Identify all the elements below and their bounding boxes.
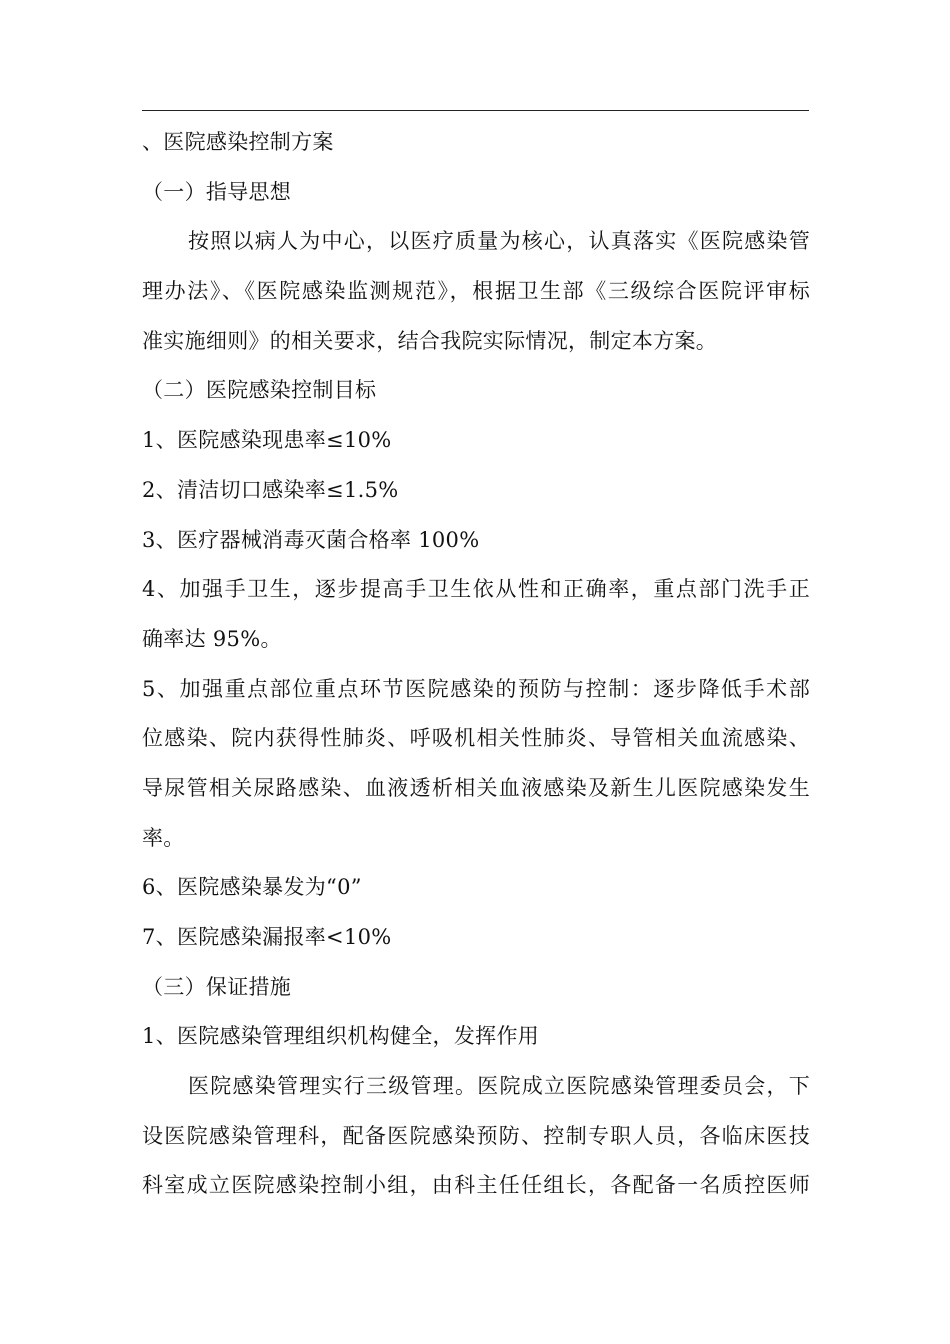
list-item-continuation: 导尿管相关尿路感染、血液透析相关血液感染及新生儿医院感染发生: [142, 775, 810, 800]
list-item: 4、加强手卫生，逐步提高手卫生依从性和正确率，重点部门洗手正: [142, 577, 810, 602]
list-item-continuation: 确率达 95%。: [142, 626, 282, 651]
paragraph-line: 科室成立医院感染控制小组，由科主任任组长，各配备一名质控医师: [142, 1173, 810, 1198]
list-item-continuation: 位感染、院内获得性肺炎、呼吸机相关性肺炎、导管相关血流感染、: [142, 726, 810, 751]
list-item: 7、医院感染漏报率<10%: [142, 925, 392, 949]
list-item: 1、医院感染管理组织机构健全，发挥作用: [142, 1024, 540, 1049]
paragraph-line: 设医院感染管理科，配备医院感染预防、控制专职人员，各临床医技: [142, 1123, 810, 1148]
paragraph-line: 医院感染管理实行三级管理。医院成立医院感染管理委员会，下: [188, 1074, 810, 1099]
list-item: 3、医疗器械消毒灭菌合格率 100%: [142, 527, 480, 552]
subsection-heading-guiding-thought: （一）指导思想: [142, 179, 292, 204]
list-item: 1、医院感染现患率≤10%: [142, 428, 392, 453]
list-item-continuation: 率。: [142, 825, 185, 850]
list-item: 5、加强重点部位重点环节医院感染的预防与控制：逐步降低手术部: [142, 676, 810, 701]
section-title: 、医院感染控制方案: [142, 130, 334, 154]
header-rule: [142, 110, 809, 111]
paragraph-line: 按照以病人为中心，以医疗质量为核心，认真落实《医院感染管: [188, 229, 810, 254]
paragraph-line: 准实施细则》的相关要求，结合我院实际情况，制定本方案。: [142, 328, 718, 353]
paragraph-line: 理办法》、《医院感染监测规范》，根据卫生部《三级综合医院评审标: [142, 279, 810, 304]
document-body: [142, 118, 810, 1211]
list-item: 2、清洁切口感染率≤1.5%: [142, 477, 399, 502]
subsection-heading-targets: （二）医院感染控制目标: [142, 378, 377, 403]
subsection-heading-measures: （三）保证措施: [142, 974, 292, 999]
list-item: 6、医院感染暴发为“0”: [142, 875, 362, 900]
